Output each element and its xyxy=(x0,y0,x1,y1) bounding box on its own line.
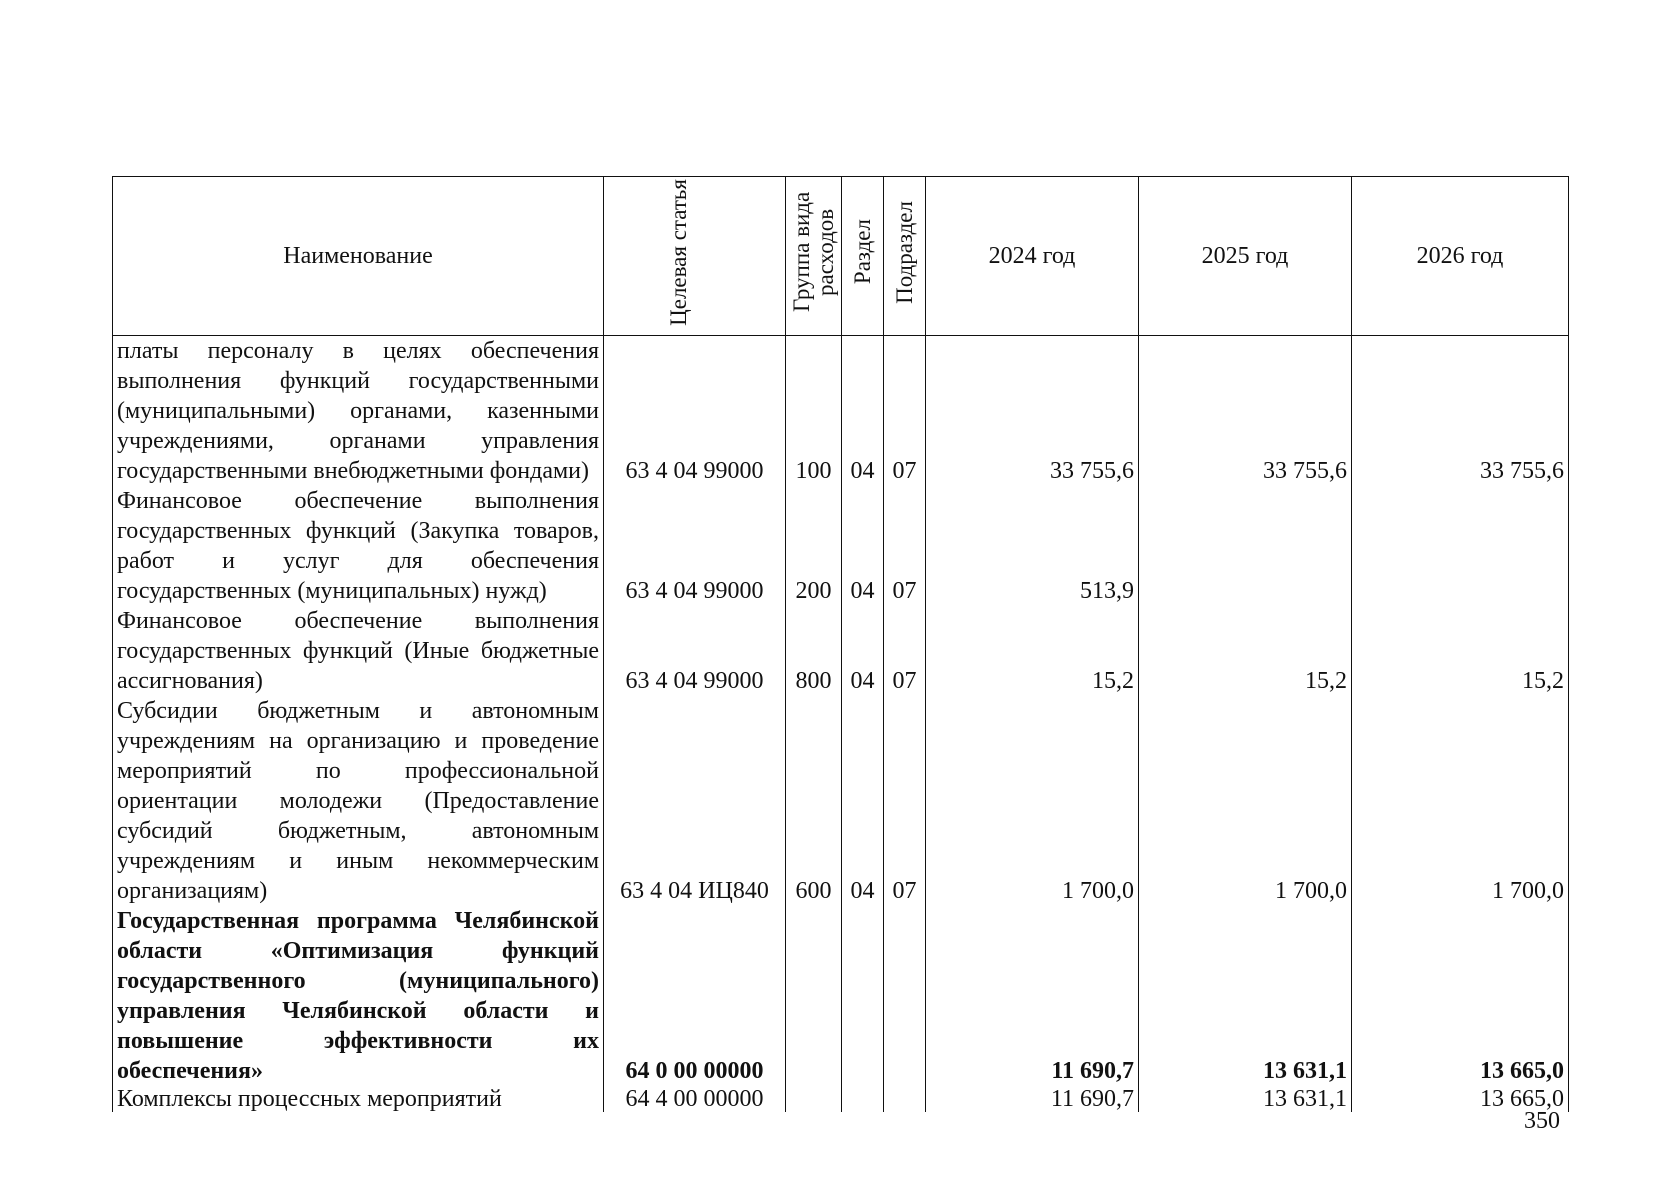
row-name: Комплексы процессных мероприятий xyxy=(113,1086,604,1112)
table-header-row xyxy=(113,177,1569,336)
row-target: 63 4 04 99000 xyxy=(604,336,786,487)
row-section xyxy=(842,1086,884,1112)
row-group: 100 xyxy=(786,336,842,487)
row-2024: 513,9 xyxy=(926,486,1139,606)
table-row xyxy=(113,486,1569,606)
row-target: 64 0 00 00000 xyxy=(604,906,786,1086)
table-row xyxy=(113,906,1569,1086)
row-2024: 11 690,7 xyxy=(926,906,1139,1086)
header-name: Наименование xyxy=(113,177,604,336)
row-name: Финансовое обеспечение выполнения государственных функций (Закупка товаров, работ и услуг для обеспечения государственных (муниципальных) нужд) xyxy=(113,486,604,606)
row-group: 200 xyxy=(786,486,842,606)
header-section: Раздел xyxy=(842,177,884,336)
row-target: 63 4 04 99000 xyxy=(604,486,786,606)
row-2026: 33 755,6 xyxy=(1352,336,1569,487)
table-row xyxy=(113,336,1569,487)
row-2026: 15,2 xyxy=(1352,606,1569,696)
row-target: 64 4 00 00000 xyxy=(604,1086,786,1112)
header-2024: 2024 год xyxy=(926,177,1139,336)
row-2025 xyxy=(1139,486,1352,606)
row-subsection xyxy=(884,1086,926,1112)
header-2026: 2026 год xyxy=(1352,177,1569,336)
row-subsection: 07 xyxy=(884,696,926,906)
row-group xyxy=(786,906,842,1086)
row-2026: 13 665,0 xyxy=(1352,1086,1569,1112)
table-row xyxy=(113,1086,1569,1112)
header-group: Группа вида расходов xyxy=(786,177,842,336)
row-section: 04 xyxy=(842,486,884,606)
row-2026: 1 700,0 xyxy=(1352,696,1569,906)
row-2025: 13 631,1 xyxy=(1139,1086,1352,1112)
row-name: Финансовое обеспечение выполнения государственных функций (Иные бюджетные ассигнования) xyxy=(113,606,604,696)
table-row xyxy=(113,606,1569,696)
table-row xyxy=(113,696,1569,906)
row-group xyxy=(786,1086,842,1112)
row-section: 04 xyxy=(842,696,884,906)
row-2025: 1 700,0 xyxy=(1139,696,1352,906)
row-2025: 13 631,1 xyxy=(1139,906,1352,1086)
budget-table xyxy=(112,176,1569,1112)
row-2024: 1 700,0 xyxy=(926,696,1139,906)
row-target: 63 4 04 ИЦ840 xyxy=(604,696,786,906)
header-target: Целевая статья xyxy=(604,177,786,336)
page-number: 350 xyxy=(1524,1108,1560,1134)
header-subsection: Подраздел xyxy=(884,177,926,336)
row-2026 xyxy=(1352,486,1569,606)
row-group: 600 xyxy=(786,696,842,906)
row-2025: 33 755,6 xyxy=(1139,336,1352,487)
row-name: Субсидии бюджетным и автономным учреждениям на организацию и проведение мероприятий по профессиональной ориентации молодежи (Предоставление субсидий бюджетным, автономным учреждениям и иным некоммерческим организациям) xyxy=(113,696,604,906)
row-name: Государственная программа Челябинской области «Оптимизация функций государственного (муниципального) управления Челябинской области и повышение эффективности их обеспечения» xyxy=(113,906,604,1086)
row-section xyxy=(842,906,884,1086)
row-2024: 15,2 xyxy=(926,606,1139,696)
row-2024: 33 755,6 xyxy=(926,336,1139,487)
row-subsection xyxy=(884,906,926,1086)
row-subsection: 07 xyxy=(884,606,926,696)
row-name: платы персоналу в целях обеспечения выполнения функций государственными (муниципальными) органами, казенными учреждениями, органами управления государственными внебюджетными фондами) xyxy=(113,336,604,487)
row-section: 04 xyxy=(842,336,884,487)
header-2025: 2025 год xyxy=(1139,177,1352,336)
row-subsection: 07 xyxy=(884,486,926,606)
row-2026: 13 665,0 xyxy=(1352,906,1569,1086)
row-group: 800 xyxy=(786,606,842,696)
row-2024: 11 690,7 xyxy=(926,1086,1139,1112)
row-target: 63 4 04 99000 xyxy=(604,606,786,696)
row-section: 04 xyxy=(842,606,884,696)
row-subsection: 07 xyxy=(884,336,926,487)
row-2025: 15,2 xyxy=(1139,606,1352,696)
